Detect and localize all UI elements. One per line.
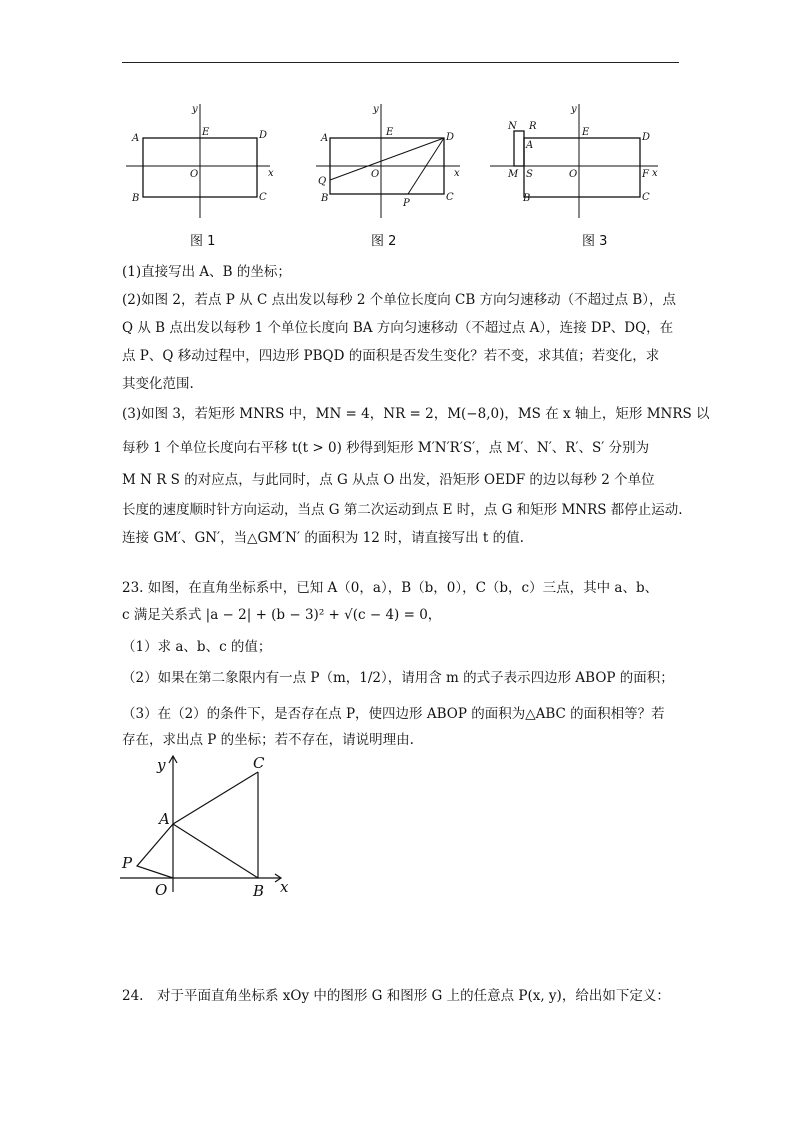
fig3-label-x: x <box>652 168 658 179</box>
fig4-line-ac <box>173 772 258 824</box>
p23-line-3: （1）求 a、b、c 的值； <box>122 639 272 655</box>
fig2-label-x: x <box>454 168 460 179</box>
fig4-label-p: P <box>122 854 133 872</box>
figure-2 <box>316 104 460 218</box>
fig3-label-y: y <box>571 104 577 115</box>
figure-1 <box>126 104 270 218</box>
fig3-label-d: D <box>642 132 651 143</box>
fig1-label-c: C <box>259 192 267 203</box>
fig4-line-ab <box>173 824 258 878</box>
fig1-label-o: O <box>190 169 199 180</box>
p23-line-1: 23. 如图，在直角坐标系中，已知 A（0，a），B（b，0），C（b，c）三点，其中 a、b、 <box>122 580 659 596</box>
fig2-label-a: A <box>321 133 329 144</box>
fig2-label-q: Q <box>318 176 327 187</box>
p22-q2-line-3: 点 P、Q 移动过程中，四边形 PBQD 的面积是否发生变化？若不变，求其值；若变化，求 <box>122 348 660 364</box>
fig3-label-a: A <box>526 140 534 151</box>
fig4-label-o: O <box>155 881 168 899</box>
fig3-small-rectangle <box>514 131 524 166</box>
fig2-label-o: O <box>371 169 380 180</box>
top-rule <box>122 62 679 63</box>
fig2-label-y: y <box>373 104 379 115</box>
fig2-label-d: D <box>446 132 455 143</box>
p23-line-6: 存在，求出点 P 的坐标；若不存在，请说明理由. <box>122 732 414 748</box>
p23-line-2: c 满足关系式 |a − 2| + (b − 3)² + √(c − 4) = 0， <box>122 607 442 623</box>
fig3-label-m: M <box>508 169 519 180</box>
fig1-label-a: A <box>132 133 140 144</box>
problem-23-figure <box>115 752 295 900</box>
fig3-label-s: S <box>526 169 533 180</box>
fig2-label-p: P <box>403 198 410 209</box>
p22-q3-line-4: 长度的速度顺时针方向运动，当点 G 第二次运动到点 E 时，点 G 和矩形 MNRS 都停止运动. <box>122 502 683 518</box>
p22-q2-line-4: 其变化范围. <box>122 376 194 392</box>
fig3-label-b: B <box>523 193 531 204</box>
fig4-label-y: y <box>157 756 166 774</box>
fig1-label-d: D <box>259 130 268 141</box>
fig1-label-b: B <box>132 193 140 204</box>
p22-q2-line-1: (2)如图 2，若点 P 从 C 点出发以每秒 2 个单位长度向 CB 方向匀速移动（不超过点 B），点 <box>122 292 677 308</box>
p24-line-1: 24. 对于平面直角坐标系 xOy 中的图形 G 和图形 G 上的任意点 P(x, y)，给出如下定义： <box>122 988 670 1004</box>
caption-fig-2: 图 2 <box>371 234 397 249</box>
fig2-label-b: B <box>321 193 329 204</box>
fig3-label-n: N <box>508 121 517 132</box>
fig3-rectangle <box>524 138 640 197</box>
fig2-line-dq <box>330 138 444 180</box>
p22-q3-line-5: 连接 GM′、GN′，当△GM′N′ 的面积为 12 时，请直接写出 t 的值. <box>122 530 524 546</box>
fig4-label-c: C <box>253 754 265 772</box>
fig4-line-apo <box>137 824 173 878</box>
fig3-label-f: F <box>642 169 649 180</box>
fig2-label-c: C <box>446 192 454 203</box>
fig1-label-e: E <box>202 127 210 138</box>
caption-fig-3: 图 3 <box>582 234 608 249</box>
fig1-label-y: y <box>192 104 198 115</box>
p23-line-5: （3）在（2）的条件下，是否存在点 P，使四边形 ABOP 的面积为△ABC 的面积相等？若 <box>122 706 665 722</box>
caption-fig-1: 图 1 <box>190 234 216 249</box>
p22-q3-line-1: (3)如图 3，若矩形 MNRS 中，MN = 4，NR = 2，M(−8,0)，MS 在 x 轴上，矩形 MNRS 以 <box>122 406 710 422</box>
p22-q3-line-2: 每秒 1 个单位长度向右平移 t(t > 0) 秒得到矩形 M′N′R′S′，点 M′、N′、R′、S′ 分别为 <box>122 440 650 456</box>
fig3-label-e: E <box>582 127 590 138</box>
p22-q3-line-3: M N R S 的对应点，与此同时，点 G 从点 O 出发，沿矩形 OEDF 的边以每秒 2 个单位 <box>122 472 655 488</box>
fig3-label-o: O <box>569 169 578 180</box>
fig3-label-r: R <box>529 121 537 132</box>
fig2-label-e: E <box>386 127 394 138</box>
p23-line-4: （2）如果在第二象限内有一点 P（m，1/2），请用含 m 的式子表示四边形 ABOP 的面积； <box>122 670 674 686</box>
fig4-label-b: B <box>253 882 265 900</box>
fig4-label-a: A <box>159 810 170 828</box>
p22-q2-line-2: Q 从 B 点出发以每秒 1 个单位长度向 BA 方向匀速移动（不超过点 A），连接 DP、DQ，在 <box>122 320 674 336</box>
fig3-label-c: C <box>642 192 650 203</box>
fig1-label-x: x <box>268 168 274 179</box>
p22-question-1: (1)直接写出 A、B 的坐标； <box>122 264 291 280</box>
fig4-label-x: x <box>280 878 289 896</box>
